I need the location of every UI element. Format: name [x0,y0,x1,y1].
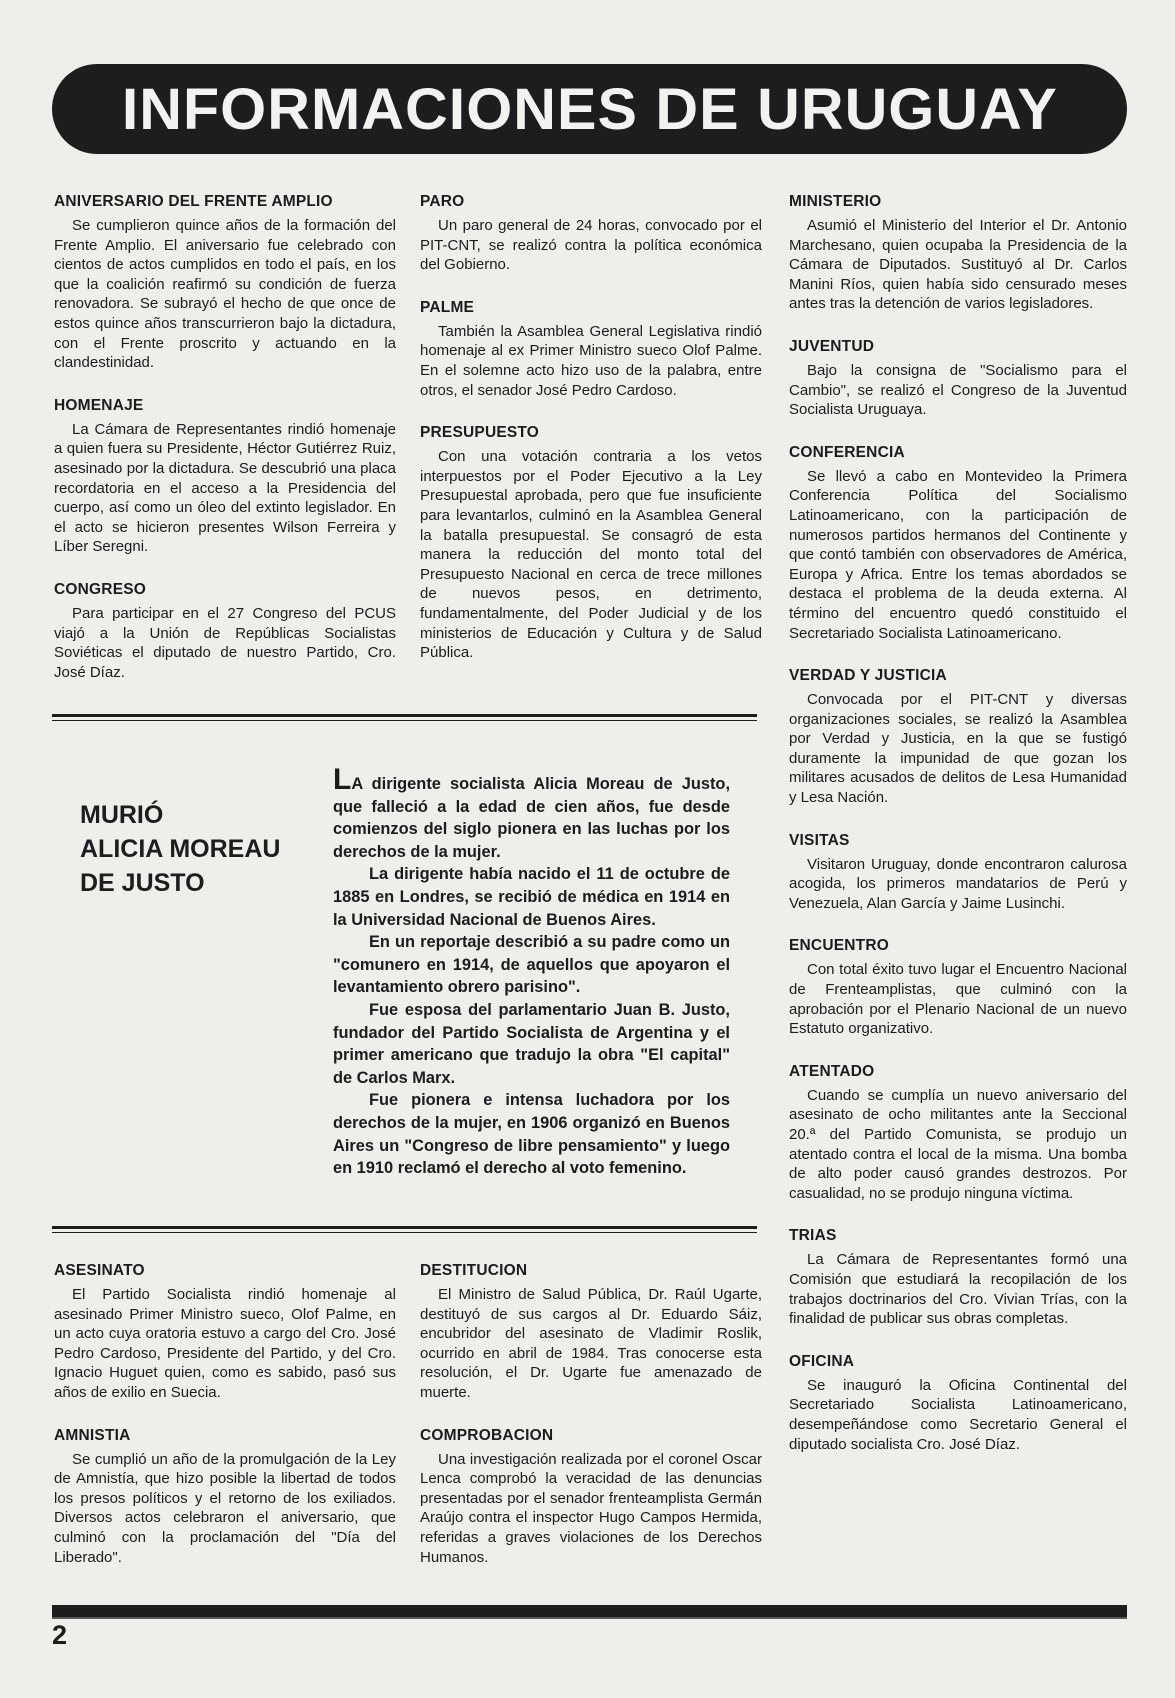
news-heading: PARO [420,193,465,210]
feature-title [80,798,310,900]
news-text: El Ministro de Salud Pública, Dr. Raúl Ugarte, destituyó de sus cargos al Dr. Eduardo Sáiz, encubridor del asesinato de Vladimir Roslik, ocurrido en abril de 1984. Tras conocerse esta resolución, el Dr. Ugarte fue amenazado de muerte. [420,1286,762,1401]
news-text: Para participar en el 27 Congreso del PCUS viajó a la Unión de Repúblicas Socialistas Soviéticas el diputado de nuestro Partido, Cro. José Díaz. [54,604,396,681]
news-heading: ASESINATO [54,1262,145,1279]
news-text: Con una votación contraria a los vetos interpuestos por el Poder Ejecutivo a la Ley Presupuestal aprobada, pero que fue insuficiente para levantarlos, culminó en la Asamblea General la batalla presupuestal. Se consagró de esta manera la reducción del monto total del Presupuesto Nacional en cerca de trece millones de nuevos pesos, en detrimento, fundamentalmente, del Poder Judicial y de los ministerios de Educación y Cultura y de Salud Pública. [420,448,762,662]
feature-paragraph: Fue pionera e intensa luchadora por los derechos de la mujer, en 1906 organizó en Buenos Aires un "Congreso de libre pensamiento" y luego en 1910 reclamó el derecho al voto femenino. [333,1091,730,1178]
footer-rule [52,1605,1127,1619]
news-text: Bajo la consigna de "Socialismo para el Cambio", se realizó el Congreso de la Juventud Socialista Uruguaya. [789,361,1127,419]
news-item [54,397,396,557]
news-item [789,832,1127,914]
news-heading: PALME [420,298,475,316]
news-heading: AMNISTIA [54,1426,131,1444]
news-heading: CONFERENCIA [789,443,905,461]
feature-paragraph: La dirigente había nacido el 11 de octubre de 1885 en Londres, se recibió de médica en 1914 en la Universidad Nacional de Buenos Aires. [333,865,730,929]
news-heading: CONGRESO [54,580,147,598]
page-banner [52,64,1127,154]
news-item [789,667,1127,808]
news-text: Se inauguró la Oficina Continental del Secretariado Socialista Latinoamericano, desempeñándose como Secretario General el diputado socialista Cro. José Díaz. [789,1376,1127,1453]
bottom-column-1 [54,1262,396,1591]
news-text: Convocada por el PIT-CNT y diversas organizaciones sociales, se realizó la Asamblea por Verdad y Justicia, en la que se fustigó duramente la impunidad de que gozan los militares acusados de delitos de Lesa Humanidad y Lesa Nación. [789,691,1127,807]
news-text: Se cumplió un año de la promulgación de la Ley de Amnistía, que hizo posible la libertad de todos los presos políticos y el retorno de los exiliados. Diversos actos celebraron el aniversario, que culminó con la proclamación del "Día del Liberado". [54,1450,396,1566]
news-heading: VISITAS [789,831,850,849]
news-heading: ATENTADO [789,1062,875,1080]
news-text: Asumió el Ministerio del Interior el Dr. Antonio Marchesano, quien ocupaba la Presidencia de la Cámara de Diputados. Sustituyó al Dr. Carlos Manini Ríos, quien había sido censurado meses antes tras la detención de varios legisladores. [789,217,1127,313]
column-2 [420,193,762,687]
feature-paragraph-text: A dirigente socialista Alicia Moreau de Justo, que falleció a la edad de cien años, fue desde comienzos del siglo pionera en las luchas por los derechos de la mujer. [333,775,730,861]
feature-paragraph: Fue esposa del parlamentario Juan B. Justo, fundador del Partido Socialista de Argentina y el primer americano que tradujo la obra "El capital" de Carlos Marx. [333,1000,730,1087]
feature-title-line: MURIÓ [80,801,164,829]
section-divider [52,714,757,721]
news-heading: OFICINA [789,1352,855,1370]
news-text: Con total éxito tuvo lugar el Encuentro Nacional de Frenteamplistas, que culminó con la aprobación por el Plenario Nacional de un nuevo Estatuto organizativo. [789,961,1127,1038]
news-text: Se llevó a cabo en Montevideo la Primera Conferencia Política del Socialismo Latinoamericano, con la participación de numerosos partidos hermanos del Continente y que contó también con observadores de América, Europa y Africa. Entre los temas abordados se destaca el problema de la deuda externa. Al término del encuentro quedó constituido el Secretariado Socialista Latinoamericano. [789,467,1127,642]
news-heading: TRIAS [789,1227,837,1245]
news-item [789,1063,1127,1204]
news-heading: ENCUENTRO [789,937,889,955]
news-item [789,1353,1127,1454]
news-text: Cuando se cumplía un nuevo aniversario del asesinato de ocho militantes ante la Seccional 20.ª del Partido Comunista, se produjo un atentado contra el local de la misma. Una bomba de alto poder causó grandes destrozos. Por casualidad, no se produjo ninguna víctima. [789,1086,1127,1202]
news-text: La Cámara de Representantes formó una Comisión que estudiará la recopilación de los trabajos doctrinarios del Cro. Vivian Trías, con la finalidad de publicar sus obras completas. [789,1251,1127,1328]
news-text: La Cámara de Representantes rindió homenaje a quien fuera su Presidente, Héctor Gutiérrez Ruiz, asesinado por la dictadura. Se descubrió una placa recordatoria en el acceso a la Presidencia del cuerpo, así como un óleo del extinto legislador. En el acto se hicieron presentes Wilson Ferreira y Líber Seregni. [54,420,396,556]
feature-paragraph [333,763,730,863]
news-item [789,338,1127,420]
news-text: Se cumplieron quince años de la formación del Frente Amplio. El aniversario fue celebrado con cientos de actos cumplidos en todo el país, en los que la coalición reafirmó su condición de fuerza renovadora. Se subrayó el hecho de que once de estos quince años transcurrieron bajo la dictadura, con el Frente proscrito y actuando en la clandestinidad. [54,217,396,372]
news-item [54,581,396,682]
feature-title-line: ALICIA MOREAU [80,835,281,863]
news-heading: ANIVERSARIO DEL FRENTE AMPLIO [54,193,333,210]
news-item [789,1227,1127,1328]
news-text: Visitaron Uruguay, donde encontraron calurosa acogida, los primeros mandatarios de Perú y Venezuela, Alan García y Jaime Lusinchi. [789,855,1127,912]
feature-title-line: DE JUSTO [80,869,205,897]
column-1 [54,193,396,706]
news-item [789,937,1127,1038]
news-item [54,193,396,373]
feature-article [333,763,730,1180]
news-item [420,424,762,663]
news-item [420,299,762,400]
news-heading: MINISTERIO [789,193,882,210]
news-heading: PRESUPUESTO [420,424,540,442]
news-item [54,1427,396,1568]
news-text: Un paro general de 24 horas, convocado por el PIT-CNT, se realizó contra la política económica del Gobierno. [420,217,762,274]
column-3 [789,193,1127,1478]
news-item [789,444,1127,643]
page-number: 2 [52,1620,68,1650]
section-divider [52,1226,757,1233]
news-item [420,193,762,275]
news-item [789,193,1127,314]
news-item [54,1262,396,1403]
feature-paragraph: En un reportaje describió a su padre como un "comunero en 1914, de aquellos que apoyaron el levantamiento obrero parisino". [333,933,730,997]
news-item [420,1262,762,1403]
news-heading: DESTITUCION [420,1262,528,1279]
banner-title: INFORMACIONES DE URUGUAY [121,76,1058,142]
news-heading: COMPROBACION [420,1426,554,1444]
news-text: El Partido Socialista rindió homenaje al asesinado Primer Ministro sueco, Olof Palme, en un acto cuya oratoria estuvo a cargo del Cro. José Pedro Cardoso, Presidente del Partido, y del Cro. Ignacio Huguet quien, como es sabido, pasó sus años de exilio en Suecia. [54,1286,396,1401]
news-heading: JUVENTUD [789,337,875,355]
bottom-column-2 [420,1262,762,1591]
news-heading: HOMENAJE [54,396,144,414]
news-text: También la Asamblea General Legislativa rindió homenaje al ex Primer Ministro sueco Olof Palme. En el solemne acto hizo uso de la palabra, entre otros, el senador José Pedro Cardoso. [420,322,762,399]
drop-cap: L [333,763,352,796]
news-item [420,1427,762,1568]
news-text: Una investigación realizada por el coronel Oscar Lenca comprobó la veracidad de las denuncias presentadas por el senador frenteamplista Germán Araújo contra el inspector Hugo Campos Hermida, referidas a graves violaciones de los Derechos Humanos. [420,1450,762,1566]
news-heading: VERDAD Y JUSTICIA [789,667,947,685]
